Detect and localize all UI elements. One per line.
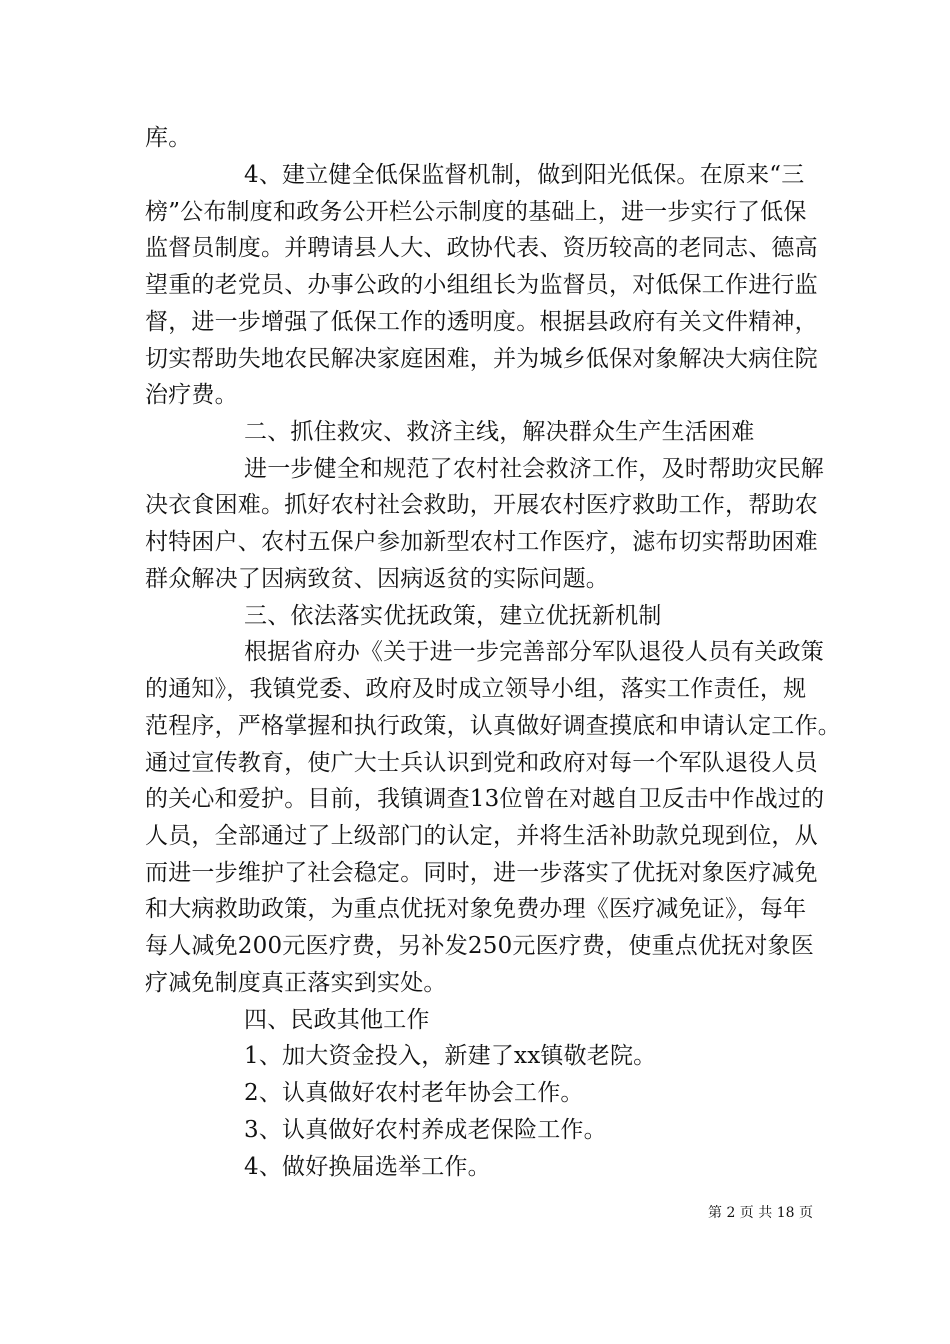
list-item: 4、做好换届选举工作。 <box>244 1154 491 1180</box>
text-line: 进一步健全和规范了农村社会救济工作，及时帮助灾民解 <box>244 456 824 482</box>
page-number-footer: 第 2 页 共 18 页 <box>708 1205 813 1221</box>
text-line: 根据省府办《关于进一步完善部分军队退役人员有关政策 <box>244 639 824 665</box>
text-line: 的关心和爱护。目前，我镇调查13位曾在对越自卫反击中作战过的 <box>145 786 825 812</box>
text-line: 治疗费。 <box>145 382 238 408</box>
section-heading: 二、抓住救灾、救济主线，解决群众生产生活困难 <box>244 419 755 445</box>
text-line: 库。 <box>145 125 192 151</box>
text-line: 和大病救助政策，为重点优抚对象免费办理《医疗减免证》，每年 <box>145 896 807 922</box>
text-line: 督，进一步增强了低保工作的透明度。根据县政府有关文件精神， <box>145 309 818 335</box>
list-item: 1、加大资金投入，新建了xx镇敬老院。 <box>244 1043 657 1069</box>
list-item: 2、认真做好农村老年协会工作。 <box>244 1080 584 1106</box>
text-line: 而进一步维护了社会稳定。同时，进一步落实了优抚对象医疗减免 <box>145 860 818 886</box>
section-heading: 三、依法落实优抚政策，建立优抚新机制 <box>244 603 662 629</box>
text-line: 监督员制度。并聘请县人大、政协代表、资历较高的老同志、德高 <box>145 235 818 261</box>
text-line: 每人减免200元医疗费，另补发250元医疗费，使重点优抚对象医 <box>145 933 814 959</box>
text-line: 4、建立健全低保监督机制，做到阳光低保。在原来“三 <box>244 162 805 188</box>
section-heading: 四、民政其他工作 <box>244 1007 430 1033</box>
text-line: 决衣食困难。抓好农村社会救助，开展农村医疗救助工作，帮助农 <box>145 492 818 518</box>
text-line: 切实帮助失地农民解决家庭困难，并为城乡低保对象解决大病住院 <box>145 346 818 372</box>
text-line: 村特困户、农村五保户参加新型农村工作医疗，滤布切实帮助困难 <box>145 529 818 555</box>
text-line: 通过宣传教育，使广大士兵认识到党和政府对每一个军队退役人员 <box>145 750 818 776</box>
list-item: 3、认真做好农村养成老保险工作。 <box>244 1117 607 1143</box>
text-line: 人员，全部通过了上级部门的认定，并将生活补助款兑现到位，从 <box>145 823 818 849</box>
text-line: 群众解决了因病致贫、因病返贫的实际问题。 <box>145 566 609 592</box>
text-line: 范程序，严格掌握和执行政策，认真做好调查摸底和申请认定工作。 <box>145 713 841 739</box>
text-line: 疗减免制度真正落实到实处。 <box>145 970 447 996</box>
text-line: 榜”公布制度和政务公开栏公示制度的基础上，进一步实行了低保 <box>145 199 807 225</box>
text-line: 望重的老党员、办事公政的小组组长为监督员，对低保工作进行监 <box>145 272 818 298</box>
text-line: 的通知》，我镇党委、政府及时成立领导小组，落实工作责任，规 <box>145 676 807 702</box>
